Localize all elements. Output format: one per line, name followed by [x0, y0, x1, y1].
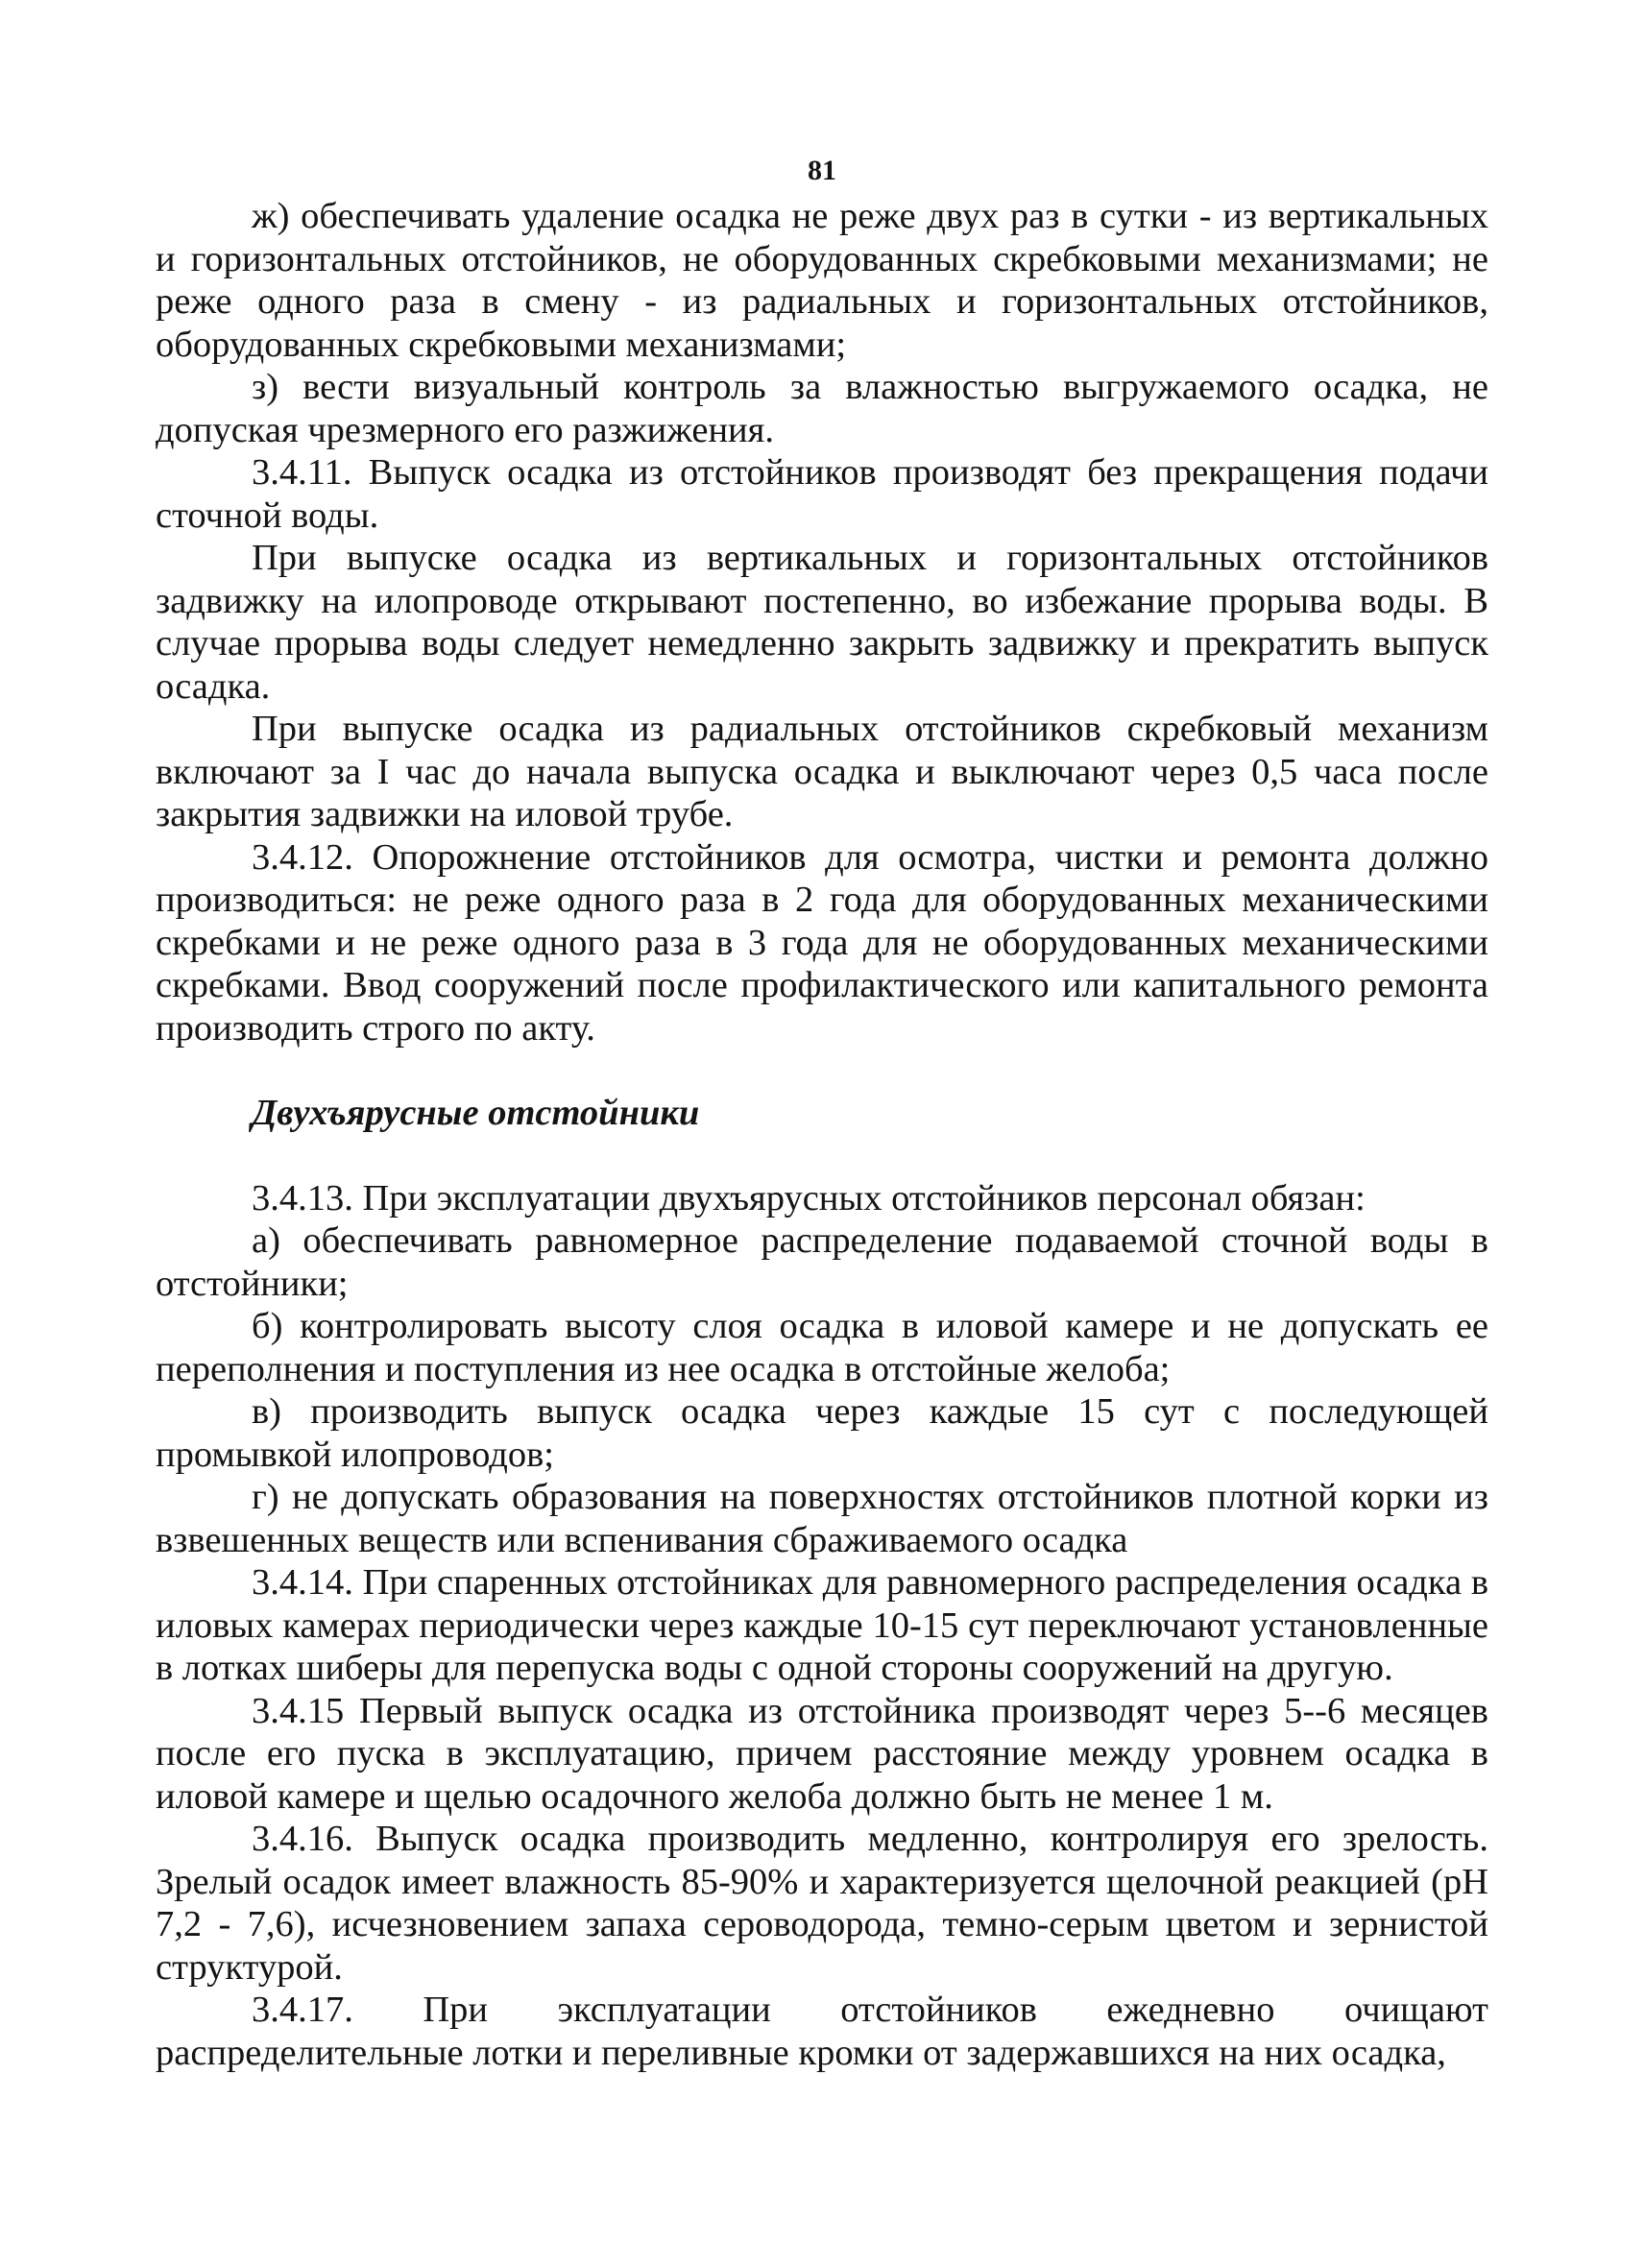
- paragraph-a: а) обеспечивать равномерное распределение подаваемой сточной воды в отстойники;: [156, 1220, 1488, 1304]
- paragraph-g: г) не допускать образования на поверхностях отстойников плотной корки из взвешенных веществ или вспенивания сбраживаемого осадка: [156, 1477, 1488, 1560]
- paragraph-3-4-16: 3.4.16. Выпуск осадка производить медленно, контролируя его зрелость. Зрелый осадок имеет влажность 85-90% и характеризуется щелочной реакцией (pH 7,2 - 7,6), исчезновением запаха сероводорода, темно-серым цветом и зернистой структурой.: [156, 1819, 1488, 1988]
- paragraph-3-4-15: 3.4.15 Первый выпуск осадка из отстойника производят через 5--6 месяцев после его пуска в эксплуатацию, причем расстояние между уровнем осадка в иловой камере и щелью осадочного желоба должно быть не менее 1 м.: [156, 1690, 1488, 1817]
- paragraph-v: в) производить выпуск осадка через каждые 15 сут с последующей промывкой илопроводов;: [156, 1391, 1488, 1475]
- section-heading: Двухъярусные отстойники: [252, 1093, 700, 1133]
- paragraph-radial-release: При выпуске осадка из радиальных отстойников скребковый механизм включают за I час до начала выпуска осадка и выключают через 0,5 часа после закрытия задвижки на иловой трубе.: [156, 709, 1488, 834]
- paragraph-zh: ж) обеспечивать удаление осадка не реже двух раз в сутки - из вертикальных и горизонтальных отстойников, не оборудованных скребковыми механизмами; не реже одного раза в смену - из радиальных и горизонтальных отстойников, оборудованных скребковыми механизмами;: [156, 196, 1488, 365]
- paragraph-3-4-12: 3.4.12. Опорожнение отстойников для осмотра, чистки и ремонта должно производиться: не реже одного раза в 2 года для оборудованных механическими скребками и не реже одного раза в 3 года для не оборудованных механическими скребками. Ввод сооружений после профилактического или капитального ремонта производить строго по акту.: [156, 836, 1488, 1049]
- paragraph-3-4-11: 3.4.11. Выпуск осадка из отстойников производят без прекращения подачи сточной воды.: [156, 452, 1488, 536]
- paragraph-3-4-14: 3.4.14. При спаренных отстойниках для равномерного распределения осадка в иловых камерах периодически через каждые 10-15 сут переключают установленные в лотках шиберы для перепуска воды с одной стороны сооружений на другую.: [156, 1562, 1488, 1688]
- paragraph-3-4-17: 3.4.17. При эксплуатации отстойников ежедневно очищают распределительные лотки и переливные кромки от задержавшихся на них осадка,: [156, 1990, 1488, 2073]
- paragraph-3-4-13: 3.4.13. При эксплуатации двухъярусных отстойников персонал обязан:: [252, 1177, 1366, 1218]
- document-body: [156, 195, 1488, 2074]
- paragraph-vertical-horizontal-release: При выпуске осадка из вертикальных и горизонтальных отстойников задвижку на илопроводе открывают постепенно, во избежание прорыва воды. В случае прорыва воды следует немедленно закрыть задвижку и прекратить выпуск осадка.: [156, 538, 1488, 707]
- paragraph-z: з) вести визуальный контроль за влажностью выгружаемого осадка, не допуская чрезмерного его разжижения.: [156, 367, 1488, 450]
- page-number: 81: [808, 155, 836, 186]
- paragraph-b: б) контролировать высоту слоя осадка в иловой камере и не допускать ее переполнения и поступления из нее осадка в отстойные желоба;: [156, 1306, 1488, 1389]
